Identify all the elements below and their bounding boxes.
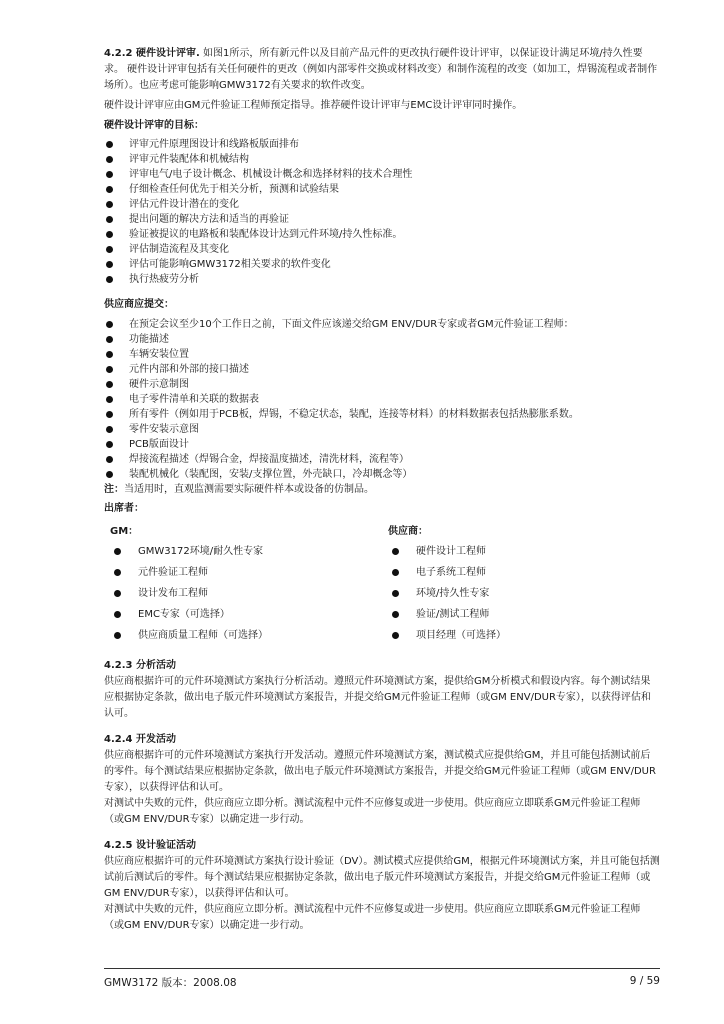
footer-doc-version: GMW3172 版本：2008.08	[104, 977, 237, 989]
sec422-para1: 4.2.2 硬件设计评审. 如图1所示，所有新元件以及目前产品元件的更改执行硬件设计评审，以保证设计满足环境/持久性要求。 硬件设计评审包括有关任何硬件的更改（例如内部零件交换或材料改变）和制作流程的改变（如加工，焊锡流程或者制作场所）。也应考虑可能影响GMW3172有关要求的软件改变。	[104, 48, 658, 91]
sec424-heading: 4.2.4 开发活动	[104, 734, 176, 745]
bullet-icon	[106, 261, 113, 268]
bullet-icon	[106, 216, 113, 223]
gm-column	[104, 523, 382, 646]
list-item: EMC专家（可选择）	[104, 604, 382, 625]
footer-page-number: 9 / 59	[629, 975, 660, 987]
bullet-icon	[106, 441, 113, 448]
bullet-icon	[392, 548, 399, 555]
list-item: PCB版面设计	[104, 437, 660, 452]
list-item: 供应商质量工程师（可选择）	[104, 625, 382, 646]
bullet-icon	[392, 569, 399, 576]
sec423-text: 供应商根据许可的元件环境测试方案执行分析活动。遵照元件环境测试方案，提供给GM分析模式和假设内容。每个测试结果应根据协定条款，做出电子版元件环境测试方案报告，并提交给GM元件验证工程师（或GM ENV/DUR专家），以获得评估和认可。	[104, 676, 651, 719]
list-item: 零件安装示意图	[104, 422, 660, 437]
page-content	[104, 46, 660, 934]
list-item: 验证/测试工程师	[382, 604, 660, 625]
sec423-heading: 4.2.3 分析活动	[104, 660, 176, 671]
list-item: 焊接流程描述（焊锡合金，焊接温度描述，清洗材料，流程等）	[104, 452, 660, 467]
list-item: 元件验证工程师	[104, 562, 382, 583]
list-item: 执行热疲劳分析	[104, 272, 660, 287]
bullet-icon	[114, 569, 121, 576]
note-label: 注：	[104, 484, 124, 495]
list-item: 车辆安装位置	[104, 347, 660, 362]
bullet-icon	[106, 336, 113, 343]
note-text: 当适用时，直观监测需要实际硬件样本或设备的仿制品。	[124, 484, 374, 495]
list-item: 硬件设计工程师	[382, 541, 660, 562]
bullet-icon	[114, 590, 121, 597]
bullet-icon	[114, 548, 121, 555]
bullet-icon	[106, 366, 113, 373]
list-item: 设计发布工程师	[104, 583, 382, 604]
list-item: 评估制造流程及其变化	[104, 242, 660, 257]
supplier-list	[104, 317, 660, 482]
list-item: 电子零件清单和关联的数据表	[104, 392, 660, 407]
list-item: 在预定会议至少10个工作日之前，下面文件应该递交给GM ENV/DUR专家或者GM元件验证工程师：	[104, 317, 660, 332]
list-item: 评审元件装配体和机械结构	[104, 152, 660, 167]
list-item: 功能描述	[104, 332, 660, 347]
bullet-icon	[106, 201, 113, 208]
list-item: 评审元件原理图设计和线路板版面排布	[104, 137, 660, 152]
bullet-icon	[106, 381, 113, 388]
bullet-icon	[392, 632, 399, 639]
bullet-icon	[106, 351, 113, 358]
bullet-icon	[106, 141, 113, 148]
list-item: 电子系统工程师	[382, 562, 660, 583]
sec425-heading: 4.2.5 设计验证活动	[104, 840, 196, 851]
bullet-icon	[106, 171, 113, 178]
list-item: 环境/持久性专家	[382, 583, 660, 604]
sec425-text1: 供应商应根据许可的元件环境测试方案执行设计验证（DV）。测试模式应提供给GM，根据元件环境测试方案，并且可能包括测试前后测试后的零件。每个测试结果应根据协定条款，做出电子版元件环境测试方案报告，并提交给GM元件验证工程师（或GM ENV/DUR专家），以获得评估和认可。	[104, 856, 660, 899]
gm-heading: GM：	[110, 526, 139, 537]
list-item: 提出问题的解决方法和适当的再验证	[104, 212, 660, 227]
sec425-text2: 对测试中失败的元件，供应商应立即分析。测试流程中元件不应修复或进一步使用。供应商应立即联系GM元件验证工程师（或GM ENV/DUR专家）以确定进一步行动。	[104, 904, 641, 931]
bullet-icon	[106, 246, 113, 253]
bullet-icon	[114, 611, 121, 618]
list-item: 所有零件（例如用于PCB板，焊锡，不稳定状态，装配，连接等材料）的材料数据表包括热膨胀系数。	[104, 407, 660, 422]
list-item: 装配机械化（装配图，安装/支撑位置，外壳缺口，冷却概念等）	[104, 467, 660, 482]
bullet-icon	[106, 276, 113, 283]
supplier-title: 供应商应提交：	[104, 299, 174, 310]
sec424-text1: 供应商根据许可的元件环境测试方案执行开发活动。遵照元件环境测试方案，测试模式应提供给GM，并且可能包括测试前后的零件。每个测试结果应根据协定条款，做出电子版元件环境测试方案报告，并提交给GM元件验证工程师（或GM ENV/DUR专家），以获得评估和认可。	[104, 750, 656, 793]
list-item: 验证被提议的电路板和装配体设计达到元件环境/持久性标准。	[104, 227, 660, 242]
list-item: 评审电气/电子设计概念、机械设计概念和选择材料的技术合理性	[104, 167, 660, 182]
note	[104, 482, 660, 498]
list-item: GMW3172环境/耐久性专家	[104, 541, 382, 562]
sec422-para2: 硬件设计评审应由GM元件验证工程师预定指导。推荐硬件设计评审与EMC设计评审同时操作。	[104, 100, 523, 111]
sec422-heading: 4.2.2 硬件设计评审.	[104, 48, 200, 59]
sec424-text2: 对测试中失败的元件，供应商应立即分析。测试流程中元件不应修复或进一步使用。供应商应立即联系GM元件验证工程师（或GM ENV/DUR专家）以确定进一步行动。	[104, 798, 641, 825]
list-item: 项目经理（可选择）	[382, 625, 660, 646]
bullet-icon	[392, 590, 399, 597]
bullet-icon	[106, 411, 113, 418]
bullet-icon	[106, 456, 113, 463]
bullet-icon	[106, 396, 113, 403]
list-item: 评估可能影响GMW3172相关要求的软件变化	[104, 257, 660, 272]
supplier-column	[382, 523, 660, 646]
goals-title: 硬件设计评审的目标：	[104, 120, 204, 131]
attendees-table	[104, 523, 660, 646]
list-item: 硬件示意制图	[104, 377, 660, 392]
bullet-icon	[106, 471, 113, 478]
bullet-icon	[106, 156, 113, 163]
goals-list	[104, 137, 660, 287]
list-item: 元件内部和外部的接口描述	[104, 362, 660, 377]
footer-divider	[104, 968, 660, 969]
bullet-icon	[106, 426, 113, 433]
attendees-title: 出席者：	[104, 503, 144, 514]
list-item: 评估元件设计潜在的变化	[104, 197, 660, 212]
supplier-heading: 供应商：	[388, 526, 428, 537]
list-item: 仔细检查任何优先于相关分析，预测和试验结果	[104, 182, 660, 197]
bullet-icon	[114, 632, 121, 639]
bullet-icon	[106, 186, 113, 193]
bullet-icon	[106, 321, 113, 328]
bullet-icon	[392, 611, 399, 618]
bullet-icon	[106, 231, 113, 238]
